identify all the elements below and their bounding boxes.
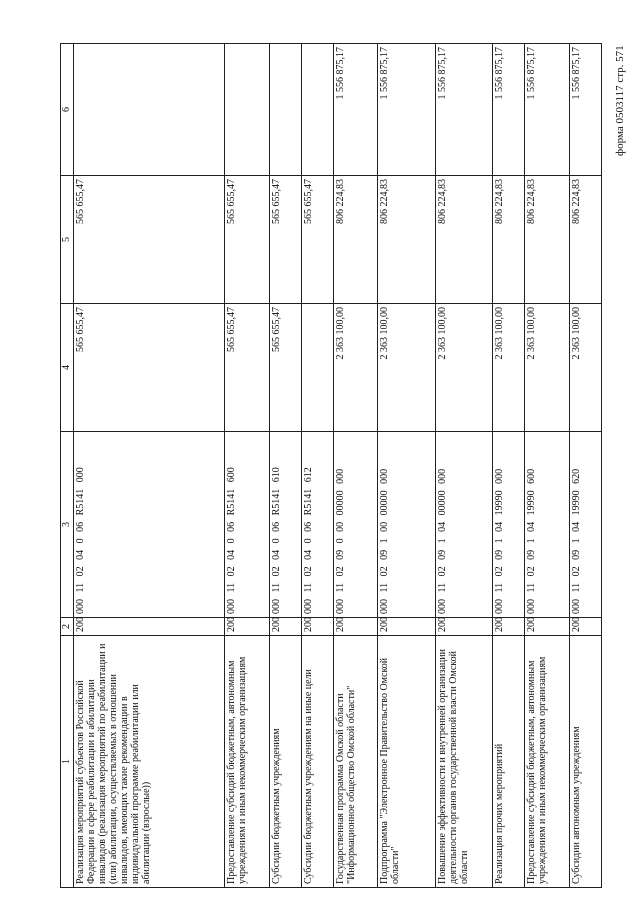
column-header: 5	[61, 176, 74, 304]
row-unexecuted: 1 556 875,17	[333, 44, 378, 176]
table-row	[269, 44, 301, 888]
row-line-code: 200	[525, 618, 570, 636]
column-number-row	[61, 44, 74, 888]
column-header: 6	[61, 44, 74, 176]
row-name: Реализация прочих мероприятий	[493, 636, 525, 888]
row-approved: 565 655,47	[269, 304, 301, 432]
row-line-code: 200	[333, 618, 378, 636]
table-row	[225, 44, 270, 888]
row-line-code: 200	[301, 618, 333, 636]
row-executed: 565 655,47	[269, 176, 301, 304]
row-budget-code: 000 11 02 04 0 06 R5141 000	[74, 432, 225, 618]
row-unexecuted	[225, 44, 270, 176]
row-budget-code: 000 11 02 09 1 04 00000 000	[435, 432, 492, 618]
row-name: Субсидии бюджетным учреждениям	[269, 636, 301, 888]
row-name: Подпрограмма "Электронное Правительство Омской области"	[378, 636, 435, 888]
row-executed: 565 655,47	[225, 176, 270, 304]
row-executed: 806 224,83	[435, 176, 492, 304]
table-row	[333, 44, 378, 888]
row-budget-code: 000 11 02 09 1 04 19990 620	[569, 432, 601, 618]
row-budget-code: 000 11 02 04 0 06 R5141 610	[269, 432, 301, 618]
row-line-code: 200	[225, 618, 270, 636]
row-budget-code: 000 11 02 09 1 00 00000 000	[378, 432, 435, 618]
row-line-code: 200	[378, 618, 435, 636]
row-unexecuted	[74, 44, 225, 176]
row-executed: 565 655,47	[301, 176, 333, 304]
row-name: Реализация мероприятий субъектов Российской Федерации в сфере реабилитации и абилитации инвалидов (реализация мероприятий по реабилитации и (или) абилитации, осуществляемых в отношении инвалидов, имеющих такие рекомендации в индивидуальной программе реабилитации или абилитации (взрослые))	[74, 636, 225, 888]
row-approved: 565 655,47	[225, 304, 270, 432]
budget-table-container	[60, 44, 602, 888]
row-budget-code: 000 11 02 09 1 04 19990 600	[525, 432, 570, 618]
row-executed: 806 224,83	[525, 176, 570, 304]
row-unexecuted	[301, 44, 333, 176]
row-executed: 806 224,83	[493, 176, 525, 304]
table-row	[74, 44, 225, 888]
row-line-code: 200	[269, 618, 301, 636]
column-header: 1	[61, 636, 74, 888]
row-approved: 2 363 100,00	[435, 304, 492, 432]
table-row	[301, 44, 333, 888]
row-name: Субсидии автономным учреждениям	[569, 636, 601, 888]
column-header: 2	[61, 618, 74, 636]
row-unexecuted	[269, 44, 301, 176]
row-approved: 565 655,47	[74, 304, 225, 432]
table-row	[493, 44, 525, 888]
row-executed: 806 224,83	[333, 176, 378, 304]
row-executed: 565 655,47	[74, 176, 225, 304]
row-approved	[301, 304, 333, 432]
row-name: Повышение эффективности и внутренней организации деятельности органов государственной власти Омской области	[435, 636, 492, 888]
row-line-code: 200	[74, 618, 225, 636]
row-name: Государственная программа Омской области "Информационное общество Омской области"	[333, 636, 378, 888]
row-approved: 2 363 100,00	[493, 304, 525, 432]
row-unexecuted: 1 556 875,17	[378, 44, 435, 176]
row-unexecuted: 1 556 875,17	[435, 44, 492, 176]
row-budget-code: 000 11 02 09 1 04 19990 000	[493, 432, 525, 618]
row-name: Субсидии бюджетным учреждениям на иные цели	[301, 636, 333, 888]
row-unexecuted: 1 556 875,17	[569, 44, 601, 176]
row-budget-code: 000 11 02 09 0 00 00000 000	[333, 432, 378, 618]
table-row	[378, 44, 435, 888]
row-budget-code: 000 11 02 04 0 06 R5141 612	[301, 432, 333, 618]
column-header: 3	[61, 432, 74, 618]
column-header: 4	[61, 304, 74, 432]
row-approved: 2 363 100,00	[378, 304, 435, 432]
row-budget-code: 000 11 02 04 0 06 R5141 600	[225, 432, 270, 618]
row-executed: 806 224,83	[569, 176, 601, 304]
row-line-code: 200	[569, 618, 601, 636]
row-unexecuted: 1 556 875,17	[525, 44, 570, 176]
row-line-code: 200	[493, 618, 525, 636]
row-approved: 2 363 100,00	[525, 304, 570, 432]
table-row	[525, 44, 570, 888]
form-number: форма 0503117 стр. 571	[614, 45, 626, 156]
row-approved: 2 363 100,00	[569, 304, 601, 432]
row-unexecuted: 1 556 875,17	[493, 44, 525, 176]
table-row	[569, 44, 601, 888]
row-name: Предоставление субсидий бюджетным, автономным учреждениям и иным некоммерческим организациям	[525, 636, 570, 888]
row-name: Предоставление субсидий бюджетным, автономным учреждениям и иным некоммерческим организациям	[225, 636, 270, 888]
table-row	[435, 44, 492, 888]
row-approved: 2 363 100,00	[333, 304, 378, 432]
row-executed: 806 224,83	[378, 176, 435, 304]
budget-table	[60, 43, 602, 888]
row-line-code: 200	[435, 618, 492, 636]
